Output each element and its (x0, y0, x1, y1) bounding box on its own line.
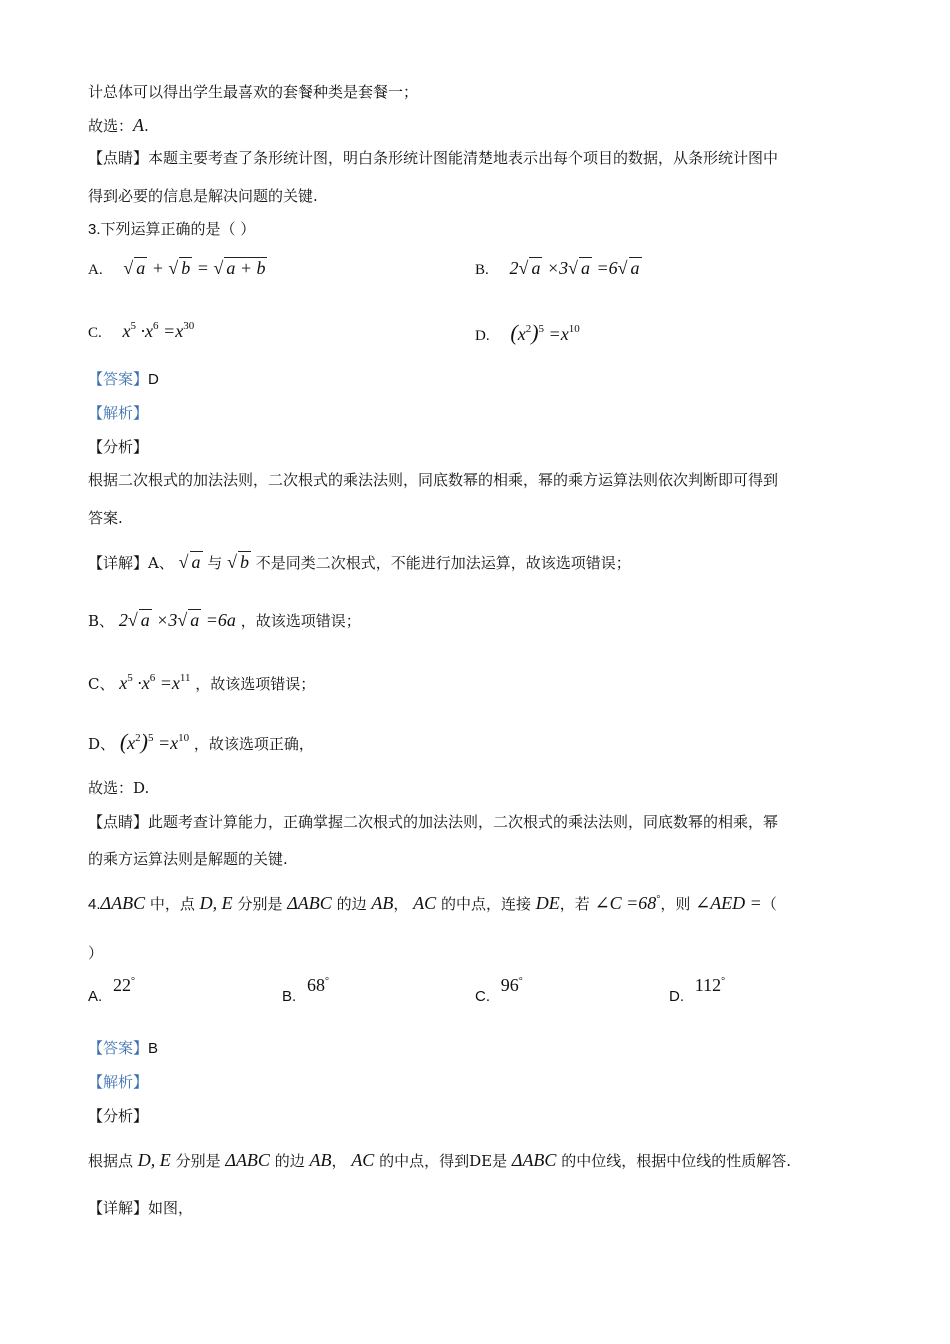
choose-line: 故选：D. (88, 779, 150, 797)
math-expr: AC (351, 1150, 375, 1170)
detail-d (88, 728, 314, 754)
answer-line (88, 369, 159, 390)
option-value: 112° (694, 975, 726, 995)
q4-option-c (475, 975, 523, 1006)
option-label: D. (475, 328, 490, 344)
text-line: 【点睛】本题主要考查了条形统计图，明白条形统计图能清楚地表示出每个项目的数据，从条形统计图中 (88, 149, 779, 167)
dianjing-line: 【点睛】此题考查计算能力，正确掌握二次根式的加法法则，二次根式的乘法法则，同底数幂的相乘，幂 (88, 813, 779, 831)
text: 根据点 (88, 1152, 134, 1170)
option-label: C. (475, 988, 490, 1005)
detail-c (88, 668, 315, 694)
text: 中，点 (149, 895, 195, 913)
option-value: 96° (500, 975, 523, 995)
math-expr: $x^5 \cdot x^6 =x^{11}$ (119, 672, 191, 693)
text-line (88, 115, 149, 136)
q4-option-a (88, 975, 135, 1006)
math-expr: AB (371, 893, 394, 913)
text: ，则 (660, 895, 691, 913)
question-4-stem (88, 890, 777, 915)
option-a (88, 258, 267, 279)
option-value: 22° (112, 975, 135, 995)
math-expr: DE (535, 893, 560, 913)
text: （ (761, 895, 777, 913)
math-expr: ∠AED = (695, 893, 762, 913)
detail-line: 【详解】如图， (88, 1199, 194, 1217)
text: 的边 (336, 895, 367, 913)
option-c (88, 320, 194, 342)
option-label: A. (88, 988, 103, 1005)
q4-option-b (282, 975, 329, 1006)
answer-value: B (148, 1040, 159, 1057)
answer-tag: 【答案】 (88, 370, 149, 388)
jiexi-tag: 【解析】 (88, 1073, 149, 1091)
q4-option-d (669, 975, 726, 1006)
text: ，故该选项错误； (195, 675, 316, 693)
math-expr: 2√ a ×3√ a =6√ a (509, 258, 640, 278)
math-expr: $(x^2)^5 =x^{10}$ (119, 729, 190, 754)
math-expr: $(x^2)^5 =x^{10}$ (510, 320, 580, 345)
text: D、 (88, 735, 116, 753)
math-var: A (133, 115, 145, 135)
option-label: C. (88, 325, 102, 341)
fenxi-tag: 【分析】 (88, 438, 149, 456)
text: ， (393, 895, 409, 913)
math-expr: ΔABC (287, 893, 332, 913)
option-value: 68° (306, 975, 329, 995)
math-expr: 2√ a ×3√ a =6a (118, 610, 236, 630)
detail-b (88, 610, 361, 631)
text: 的中点，得到DE是 (379, 1152, 508, 1170)
text: B、 (88, 612, 115, 630)
text: 的中点，连接 (440, 895, 531, 913)
text-line: 得到必要的信息是解决问题的关键. (88, 187, 318, 205)
text: ，若 (559, 895, 590, 913)
text: C、 (88, 675, 115, 693)
fenxi-tag: 【分析】 (88, 1107, 149, 1125)
text: . (144, 117, 149, 135)
option-label: D. (669, 988, 684, 1005)
text: 不是同类二次根式，不能进行加法运算，故该选项错误； (255, 554, 631, 572)
math-expr: ΔABC (225, 1150, 270, 1170)
answer-tag: 【答案】 (88, 1039, 149, 1057)
text: 的边 (274, 1152, 305, 1170)
math-expr: D, E (137, 1150, 171, 1170)
option-label: B. (475, 262, 489, 278)
option-d (475, 320, 580, 346)
text: 与 (207, 554, 223, 572)
text: ， (331, 1152, 347, 1170)
text: 的中位线，根据中位线的性质解答. (561, 1152, 791, 1170)
jiexi-tag: 【解析】 (88, 404, 149, 422)
text: ，故该选项正确， (193, 735, 314, 753)
question-4-close: ） (88, 944, 104, 962)
answer-line (88, 1038, 158, 1059)
text: 分别是 (175, 1152, 221, 1170)
analysis-line: 答案. (88, 509, 123, 527)
math-expr: AB (309, 1150, 332, 1170)
math-expr: D, E (199, 893, 233, 913)
question-number: 3. (88, 221, 101, 238)
detail-a (88, 552, 631, 573)
math-expr: ΔABC (511, 1150, 557, 1170)
question-3-stem (88, 219, 255, 240)
option-label: B. (282, 988, 297, 1005)
text: 分别是 (237, 895, 283, 913)
text-line: 计总体可以得出学生最喜欢的套餐种类是套餐一； (88, 83, 419, 101)
dianjing-line: 的乘方运算法则是解题的关键. (88, 850, 288, 868)
text: ，故该选项错误； (240, 612, 361, 630)
detail-tag: 【详解】A、 (88, 554, 174, 572)
math-expr: √ a + √ b = √ a + b (123, 258, 266, 278)
question-text: 下列运算正确的是（ ） (100, 220, 256, 238)
analysis-line (88, 1150, 791, 1171)
math-expr: AC (413, 893, 437, 913)
question-number: 4. (88, 896, 101, 913)
text: 故选： (88, 117, 134, 135)
math-expr: √ b (227, 552, 249, 572)
math-expr: ΔABC (100, 893, 146, 913)
option-b (475, 258, 642, 279)
math-expr: √ a (178, 552, 201, 572)
math-expr: $x^5 \cdot x^6 =x^{30}$ (122, 320, 195, 341)
analysis-line: 根据二次根式的加法法则，二次根式的乘法法则，同底数幂的相乘，幂的乘方运算法则依次判断即可得到 (88, 471, 779, 489)
option-label: A. (88, 262, 103, 278)
math-expr: ∠C =68° (594, 893, 661, 913)
answer-value: D (148, 371, 159, 388)
